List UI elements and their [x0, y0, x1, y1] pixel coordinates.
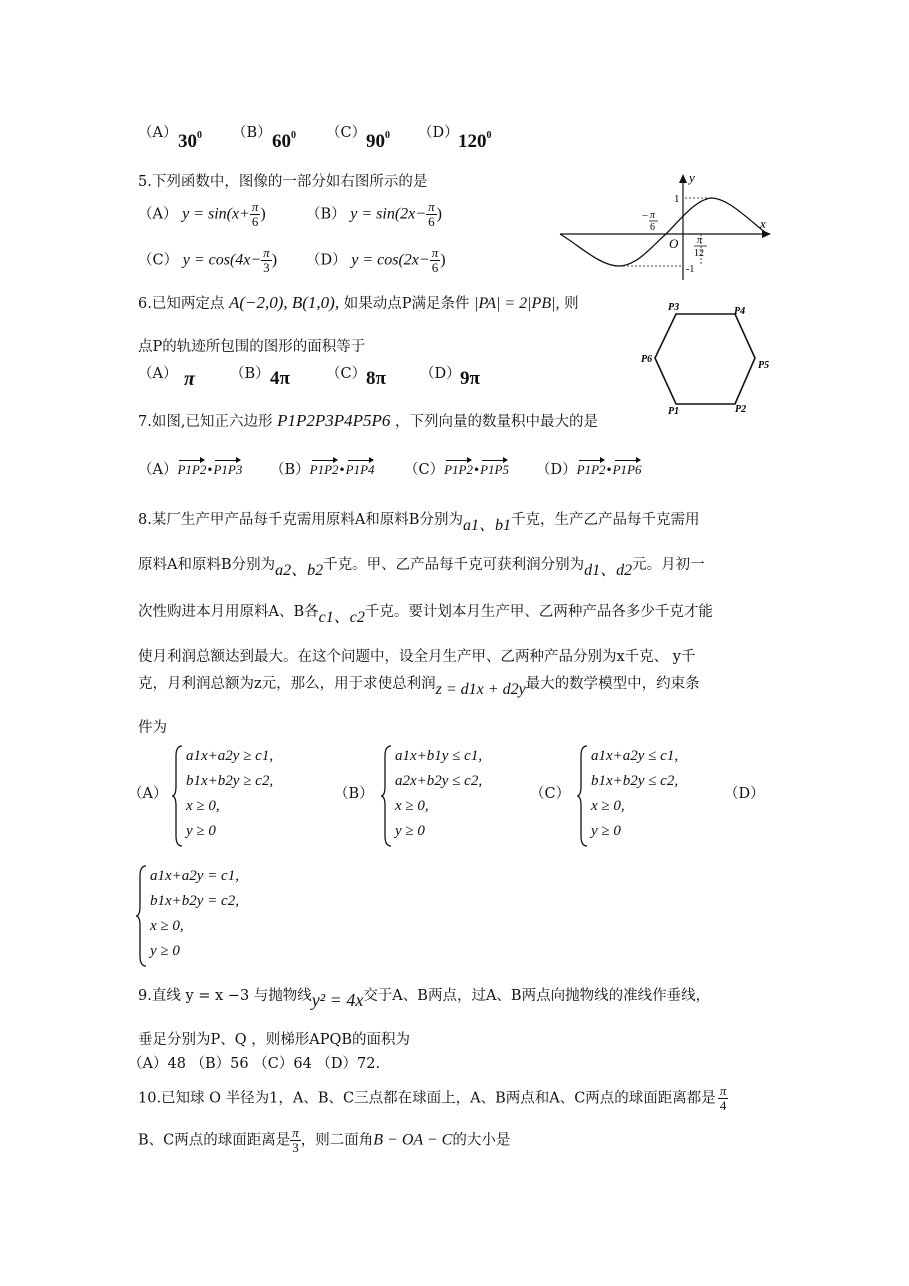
q5-option-c: （C） y = cos(4x− $\frac{\pi}{3}$ ) — [138, 245, 278, 275]
graph-right-den: 12 — [694, 248, 704, 259]
q8-line5: 克，月利润总额为z元，那么，用于求使总利润z = d1x + d2y最大的数学模型中，约束条 — [138, 676, 700, 698]
function-graph — [555, 168, 780, 283]
q8-option-d-label: （D） — [724, 786, 765, 802]
graph-neg-one-label: -1 — [686, 264, 695, 275]
q4-option-b-value: $60^0$ — [272, 130, 296, 152]
q4-option-a-label: （A） — [138, 125, 178, 141]
graph-one-label: 1 — [674, 193, 680, 205]
q5-option-b: （B） y = sin(2x− $\frac{\pi}{6}$ ) — [306, 199, 442, 229]
q6-option-b-value: 4π — [270, 368, 290, 389]
graph-origin-label: O — [669, 236, 679, 251]
q4-option-c-label: （C） — [326, 125, 367, 141]
q6-points: A(−2,0), B(1,0), — [228, 293, 340, 312]
q9-line2: 垂足分别为P、Q ，则梯形APQB的面积为 — [138, 1032, 411, 1048]
q9-line1: 9.直线 y = x −3 与抛物线y² = 4x交于A、B两点，过A、B两点向抛物线的准线作垂线， — [138, 988, 711, 1010]
q5-option-d: （D） y = cos(2x− $\frac{\pi}{6}$ ) — [306, 245, 446, 275]
q7-option-d: （D）P1P2•P1P6 — [536, 462, 642, 478]
q8-system-c: a1x+a2y ≤ c1, b1x+b2y ≤ c2, x ≥ 0, y ≥ 0 — [591, 748, 679, 839]
hexagon-figure — [638, 298, 778, 420]
q8-option-c-label: （C） — [530, 786, 571, 802]
q8-system-a: a1x+a2y ≥ c1, b1x+b2y ≥ c2, x ≥ 0, y ≥ 0 — [186, 748, 274, 839]
q5-stem: 5.下列函数中，图像的一部分如右图所示的是 — [138, 174, 428, 190]
hex-label-p3-top-left: P3 — [668, 302, 680, 313]
hex-label-p1-bottom-left: P1 — [668, 406, 680, 417]
q4-option-c-value: $90^0$ — [366, 130, 390, 152]
graph-x-label: x — [760, 216, 766, 231]
q4-option-b-label: （B） — [232, 125, 272, 141]
brace-b — [381, 744, 393, 848]
q6-option-c-value: 8π — [366, 368, 386, 389]
hex-label-p6-left: P6 — [641, 354, 653, 365]
q10-dihedral-angle: B − OA − C — [373, 1131, 453, 1149]
q8-line6: 件为 — [138, 720, 167, 736]
brace-d — [136, 864, 148, 968]
q9-parabola: y² = 4x — [311, 990, 364, 1010]
graph-left-pi: π — [650, 210, 656, 221]
q4-option-d-value: $120^0$ — [458, 130, 492, 152]
q7-option-c: （C）P1P2•P1P5 — [404, 462, 509, 478]
q7-option-b: （B）P1P2•P1P4 — [270, 462, 375, 478]
q6-option-d-value: 9π — [460, 368, 480, 389]
q8-option-b-label: （B） — [334, 786, 374, 802]
q9-options: （A）48 （B）56 （C）64 （D）72. — [128, 1056, 381, 1072]
q8-objective: z = d1x + d2y — [435, 681, 526, 698]
q6-option-c-label: （C） — [326, 366, 367, 382]
q8-line4: 使月利润总额达到最大。在这个问题中，设全月生产甲、乙两种产品分别为x千克、 y千 — [138, 649, 696, 665]
graph-y-label: y — [689, 170, 695, 185]
graph-right-pi: π — [697, 235, 703, 246]
hex-label-p5-right: P5 — [758, 360, 770, 371]
q7-stem: 7.如图,已知正六边形 P1P2P3P4P5P6 ，下列向量的数量积中最大的是 — [138, 411, 598, 430]
q8-system-d: a1x+a2y = c1, b1x+b2y = c2, x ≥ 0, y ≥ 0 — [150, 868, 239, 959]
hex-label-p2-bottom-right: P2 — [735, 404, 747, 415]
brace-a — [172, 744, 184, 848]
q8-option-a-label: （A） — [128, 786, 168, 802]
q8-line3: 次性购进本月用原料A、B各c1、c2千克。要计划本月生产甲、乙两种产品各多少千克才能 — [138, 604, 713, 626]
q6-option-a-label: （A） — [138, 366, 178, 382]
q6-line1: 6.已知两定点 A(−2,0), B(1,0), 如果动点P满足条件 |PA| = 2|PB|, 则 — [138, 293, 579, 312]
graph-left-den: 6 — [650, 222, 655, 233]
q4-option-a-value: $30^0$ — [178, 130, 202, 152]
brace-c — [577, 744, 589, 848]
graph-left-minus: − — [642, 210, 649, 222]
q6-condition: |PA| = 2|PB|, — [474, 295, 560, 312]
hex-label-p4-top-right: P4 — [734, 306, 746, 317]
q4-option-d-label: （D） — [418, 125, 459, 141]
q6-option-a-value: π — [184, 368, 195, 390]
q5-option-a: （A） y = sin(x+ $\frac{\pi}{6}$ ) — [138, 199, 266, 229]
q10-line1: 10.已知球 O 半径为1，A、B、C三点都在球面上，A、B两点和A、C两点的球面距离都是 $\frac{\pi}{4}$ — [138, 1083, 727, 1113]
q7-hexagon-name: P1P2P3P4P5P6 — [277, 411, 391, 430]
q8-system-b: a1x+b1y ≤ c1, a2x+b2y ≤ c2, x ≥ 0, y ≥ 0 — [395, 748, 483, 839]
q6-option-b-label: （B） — [230, 366, 270, 382]
q7-option-a: （A）P1P2•P1P3 — [138, 462, 243, 478]
q10-line2: B、C两点的球面距离是 $\frac{\pi}{3}$ ，则二面角B − OA − C的大小是 — [138, 1125, 511, 1155]
q6-line2: 点P的轨迹所包围的图形的面积等于 — [138, 339, 366, 355]
q8-line1: 8.某厂生产甲产品每千克需用原料A和原料B分别为a1、b1千克，生产乙产品每千克需用 — [138, 512, 700, 534]
q8-line2: 原料A和原料B分别为a2、b2千克。甲、乙产品每千克可获利润分别为d1、d2元。月初一 — [138, 557, 705, 579]
q6-option-d-label: （D） — [420, 366, 461, 382]
